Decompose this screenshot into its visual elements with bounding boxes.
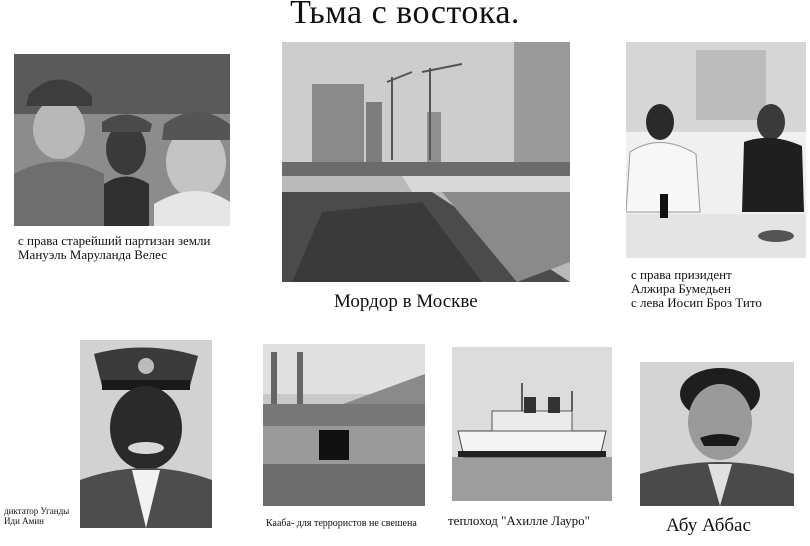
photo-caption-1: с права старейший партизан земли Мануэль Маруланда Велес bbox=[18, 233, 211, 262]
photo-caption-4: диктатор Уганды Иди Амин bbox=[4, 506, 70, 526]
photo-caption-7: Абу Аббас bbox=[666, 515, 751, 536]
three-men-in-caps-photo bbox=[14, 54, 230, 226]
photo-caption-2: Мордор в Москве bbox=[334, 291, 478, 312]
kaaba-mecca-photo bbox=[263, 344, 425, 506]
officer-in-cap-portrait bbox=[80, 340, 212, 528]
page-title: Тьма с востока. bbox=[290, 0, 520, 31]
photo-caption-5: Кааба- для террористов не свешена bbox=[266, 518, 417, 529]
cruise-ship-photo bbox=[452, 347, 612, 501]
crowded-city-street-photo bbox=[282, 42, 570, 282]
man-with-mustache-portrait bbox=[640, 362, 794, 506]
two-men-seated-photo bbox=[626, 42, 806, 258]
photo-caption-3: с права призидент Алжира Бумедьен с лева Иосип Броз Тито bbox=[631, 267, 762, 310]
photo-caption-6: теплоход "Ахилле Лауро" bbox=[448, 513, 590, 528]
